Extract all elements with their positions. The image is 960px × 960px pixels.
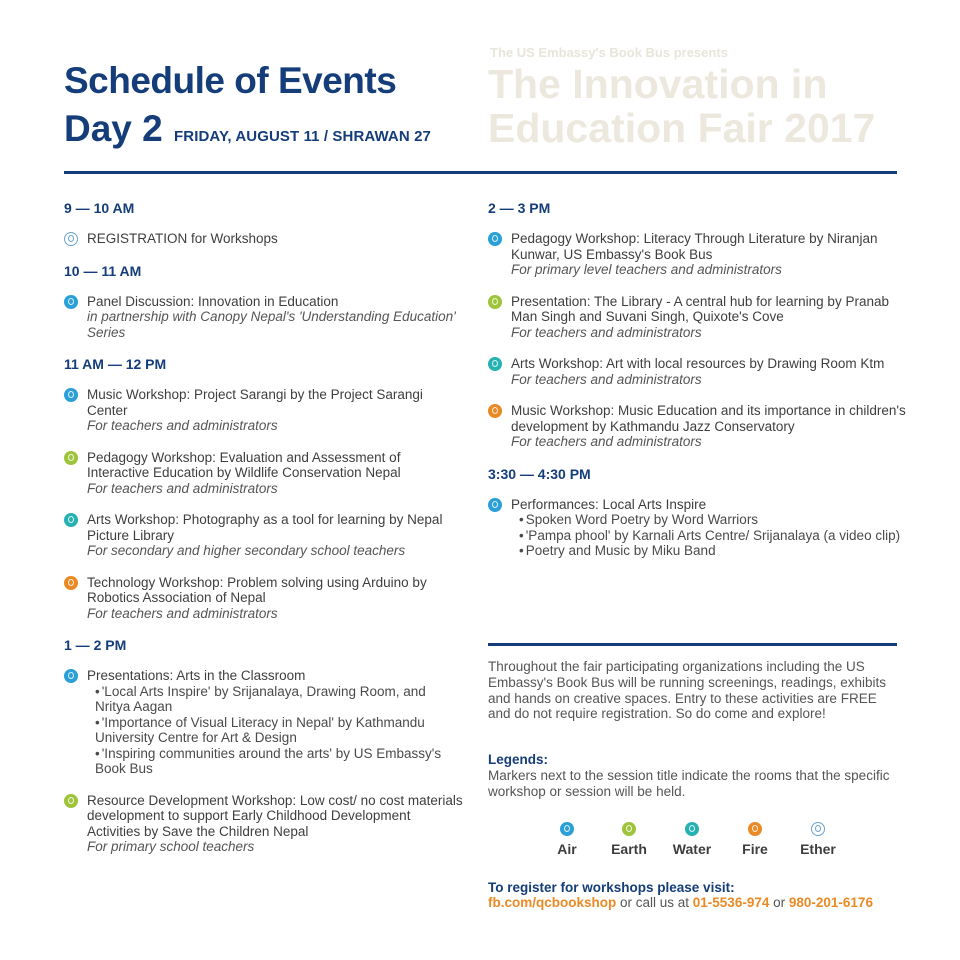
legend-fire	[725, 822, 785, 859]
event-title: Technology Workshop: Problem solving using Arduino by Robotics Association of Nepal	[87, 574, 427, 605]
legend-label: Air	[557, 841, 577, 857]
event-item	[64, 231, 464, 247]
event-audience: For teachers and administrators	[511, 371, 702, 387]
event-title: Resource Development Workshop: Low cost/ no cost materials development to support Early Childhood Development Activities by Save the Children Nepal	[87, 792, 463, 839]
bullet-item: • Poetry and Music by Miku Band	[519, 543, 716, 558]
earth-icon	[64, 794, 78, 808]
event-title: Presentation: The Library - A central hub for learning by Pranab Man Singh and Suvani Singh, Quixote's Cove	[511, 293, 889, 324]
earth-icon	[488, 295, 502, 309]
event-audience: in partnership with Canopy Nepal's 'Understanding Education' Series	[87, 309, 456, 340]
fair-title: The Innovation in Education Fair 2017	[488, 61, 876, 151]
event-item	[64, 294, 464, 341]
time-slot: 9 — 10 AM	[64, 200, 135, 216]
water-icon	[488, 357, 502, 371]
bullet-item: • 'Local Arts Inspire' by Srijanalaya, Drawing Room, and Nritya Aagan	[95, 683, 426, 714]
legends-heading: Legends:	[488, 752, 549, 767]
bullet-item: • 'Pampa phool' by Karnali Arts Centre/ Srijanalaya (a video clip)	[519, 527, 901, 543]
info-divider	[488, 643, 897, 646]
event-audience: For teachers and administrators	[87, 480, 278, 496]
fire-icon	[488, 404, 502, 418]
air-icon	[488, 498, 502, 512]
water-icon	[64, 513, 78, 527]
register-link[interactable]: fb.com/qcbookshop	[488, 895, 617, 910]
time-slot: 3:30 — 4:30 PM	[488, 465, 591, 482]
air-icon	[488, 232, 502, 246]
event-audience: For teachers and administrators	[87, 605, 278, 621]
event-item	[64, 512, 464, 559]
event-title: Pedagogy Workshop: Evaluation and Assessment of Interactive Education by Wildlife Conservation Nepal	[87, 449, 401, 480]
top-divider	[64, 171, 897, 174]
time-slot: 2 — 3 PM	[488, 200, 551, 216]
water-icon	[685, 822, 699, 836]
schedule-right-column	[488, 200, 908, 575]
event-item	[488, 356, 908, 387]
legend-label: Earth	[611, 841, 647, 857]
legend-earth	[599, 822, 659, 859]
event-title: Arts Workshop: Art with local resources by Drawing Room Ktm	[511, 356, 885, 371]
event-title: Presentations: Arts in the Classroom	[87, 668, 306, 683]
day-label: Day 2	[64, 108, 163, 149]
fire-icon	[748, 822, 762, 836]
event-item	[488, 294, 908, 341]
date-label: FRIDAY, AUGUST 11 / SHRAWAN 27	[174, 128, 431, 145]
event-item	[64, 575, 464, 622]
time-slot: 1 — 2 PM	[64, 637, 127, 653]
legends-text: Markers next to the session title indicate the rooms that the specific workshop or session will be held.	[488, 768, 890, 799]
event-item	[64, 793, 464, 855]
event-title: Music Workshop: Project Sarangi by the Project Sarangi Center	[87, 387, 423, 418]
event-audience: For secondary and higher secondary school teachers	[87, 543, 406, 558]
air-icon	[64, 295, 78, 309]
time-slot: 11 AM — 12 PM	[64, 356, 167, 372]
ether-icon	[811, 822, 825, 836]
bullet-item: • Spoken Word Poetry by Word Warriors	[519, 512, 759, 527]
event-audience: For primary school teachers	[87, 839, 255, 854]
event-title: Arts Workshop: Photography as a tool for learning by Nepal Picture Library	[87, 512, 443, 543]
event-audience: For teachers and administrators	[511, 434, 702, 449]
event-audience: For primary level teachers and administrators	[511, 262, 782, 277]
earth-icon	[64, 451, 78, 465]
air-icon	[560, 822, 574, 836]
event-item	[64, 387, 464, 434]
air-icon	[64, 388, 78, 402]
schedule-left-column	[64, 200, 464, 871]
register-line: fb.com/qcbookshop or call us at 01-5536-974 or 980-201-6176	[488, 895, 873, 910]
legend-ether	[788, 822, 848, 859]
legend-water	[662, 822, 722, 859]
event-title: Performances: Local Arts Inspire	[511, 496, 707, 512]
legend-label: Ether	[800, 841, 836, 857]
event-audience: For teachers and administrators	[511, 324, 702, 340]
page-title: Schedule of Events	[64, 60, 397, 101]
event-item	[488, 231, 908, 278]
event-item	[64, 450, 464, 497]
event-title: REGISTRATION for Workshops	[87, 231, 278, 246]
bullet-item: • 'Importance of Visual Literacy in Nepal' by Kathmandu University Centre for Art & Design	[95, 714, 425, 745]
event-item	[64, 668, 464, 777]
legend-label: Fire	[742, 841, 768, 857]
fire-icon	[64, 576, 78, 590]
legend-label: Water	[672, 841, 712, 857]
event-item	[488, 497, 908, 559]
event-audience: For teachers and administrators	[87, 418, 278, 433]
info-paragraph: Throughout the fair participating organizations including the US Embassy's Book Bus will be running screenings, readings, exhibits and hands on creative spaces. Entry to these activities are FREE and do not require registration. So do come and explore!	[488, 659, 887, 722]
register-heading: To register for workshops please visit:	[488, 880, 735, 895]
event-title: Panel Discussion: Innovation in Education	[87, 293, 339, 309]
event-item	[488, 403, 908, 450]
earth-icon	[622, 822, 636, 836]
bullet-item: • 'Inspiring communities around the arts' by US Embassy's Book Bus	[95, 745, 442, 776]
phone-number[interactable]: 980-201-6176	[788, 895, 873, 910]
presenter-line: The US Embassy's Book Bus presents	[490, 45, 728, 60]
time-slot: 10 — 11 AM	[64, 262, 142, 279]
legend-air	[537, 822, 597, 859]
event-title: Music Workshop: Music Education and its importance in children's development by Kathmandu Jazz Conservatory	[511, 403, 906, 434]
air-icon	[64, 669, 78, 683]
phone-number[interactable]: 01-5536-974	[692, 895, 770, 910]
event-title: Pedagogy Workshop: Literacy Through Literature by Niranjan Kunwar, US Embassy's Book Bus	[511, 231, 878, 262]
ether-icon	[64, 232, 78, 246]
